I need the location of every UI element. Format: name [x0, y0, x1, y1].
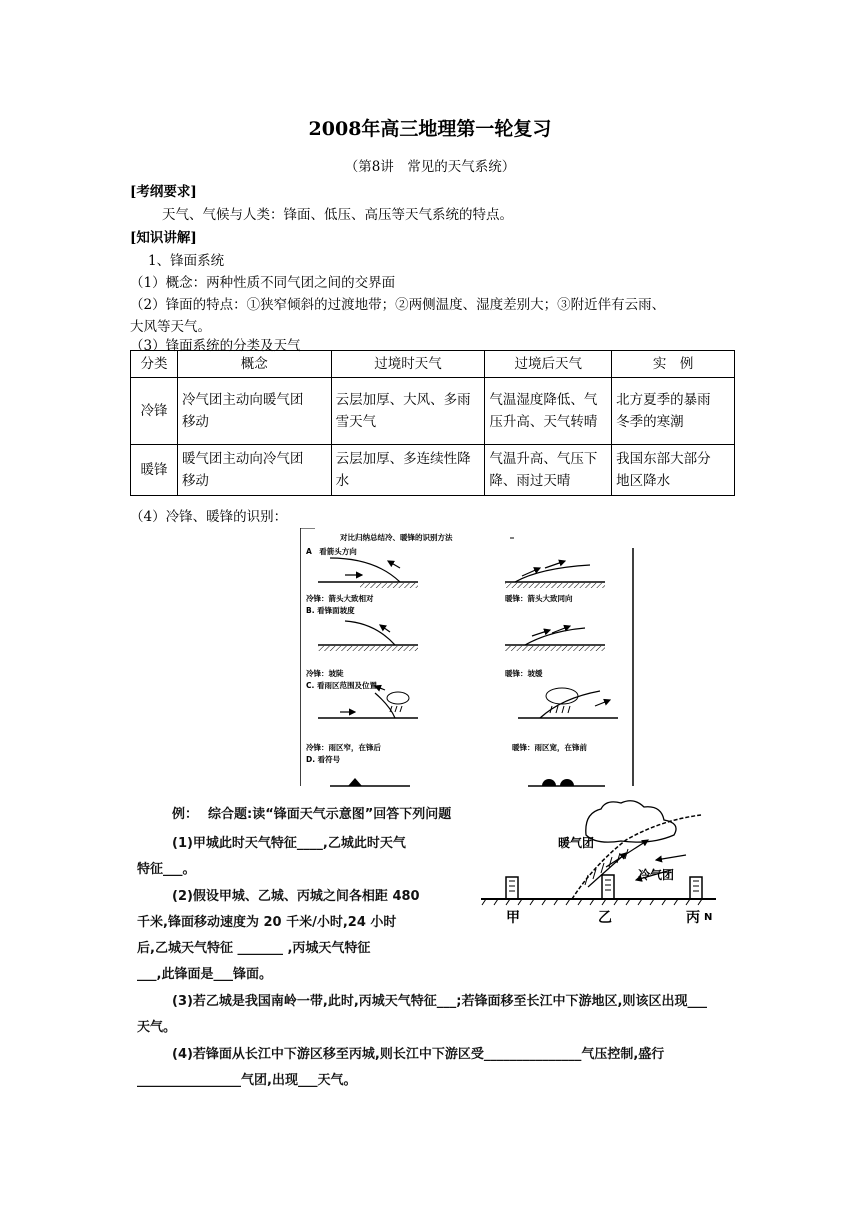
- table-cell: 我国东部大部分 地区降水: [612, 445, 735, 496]
- question-2-line-3: 后,乙城天气特征 _______ ,丙城天气特征: [137, 941, 371, 956]
- table-row: [131, 378, 735, 445]
- item-1: 1、锋面系统: [148, 253, 225, 269]
- figure1-cold-a: 冷锋：箭头大致相对: [306, 594, 374, 603]
- table-cell: 冷锋: [131, 378, 178, 445]
- north-label: N: [704, 912, 713, 923]
- frontal-weather-diagram: [476, 795, 736, 935]
- table-header: 分类: [131, 351, 178, 378]
- question-1-line-2: 特征___。: [137, 862, 196, 877]
- para-classification: （3）锋面系统的分类及天气: [130, 338, 301, 354]
- question-3-line-2: 天气。: [137, 1020, 177, 1035]
- question-4-line-1: (4)若锋面从长江中下游区移至丙城,则长江中下游区受_______________气压控制,盛行: [172, 1047, 665, 1062]
- question-1-line-1: (1)甲城此时天气特征____,乙城此时天气: [172, 836, 406, 851]
- front-identification-figure: [300, 528, 635, 798]
- city-bing-label: 丙: [686, 910, 700, 926]
- figure1-method-d: D. 看符号: [306, 755, 341, 764]
- figure1-cold-c: 冷锋：雨区窄，在锋后: [306, 743, 381, 752]
- example-intro: 综合题:读“锋面天气示意图”回答下列问题: [208, 807, 452, 822]
- table-header: 过境后天气: [485, 351, 612, 378]
- table-header: 概念: [177, 351, 331, 378]
- city-jia-label: 甲: [506, 910, 520, 926]
- table-cell: 气温升高、气压下 降、雨过天晴: [485, 445, 612, 496]
- table-cell: 气温湿度降低、气 压升高、天气转晴: [485, 378, 612, 445]
- example-label: 例：: [172, 807, 199, 822]
- page-title: 2008年高三地理第一轮复习: [308, 118, 552, 140]
- figure1-warm-b: 暖锋：坡缓: [505, 669, 543, 678]
- front-table: [130, 350, 735, 496]
- figure1-cold-b: 冷锋：坡陡: [306, 669, 344, 678]
- figure1-warm-a: 暖锋：箭头大致同向: [505, 594, 573, 603]
- question-4-line-2: ________________气团,出现___天气。: [137, 1073, 357, 1088]
- cold-air-mass-label: 冷气团: [638, 868, 675, 882]
- page-subtitle: （第8讲 常见的天气系统）: [344, 159, 516, 175]
- table-header: 实 例: [612, 351, 735, 378]
- figure1-method-a: A 看箭头方向: [306, 547, 357, 556]
- figure1-method-c: C. 看雨区范围及位置: [306, 681, 377, 690]
- question-3-line-1: (3)若乙城是我国南岭一带,此时,丙城天气特征___;若锋面移至长江中下游地区,则该区出现___: [172, 994, 707, 1009]
- table-cell: 北方夏季的暴雨 冬季的寒潮: [612, 378, 735, 445]
- city-yi-label: 乙: [598, 910, 612, 926]
- table-cell: 云层加厚、大风、多雨 雪天气: [331, 378, 485, 445]
- table-cell: 暖锋: [131, 445, 178, 496]
- para-identification: （4）冷锋、暖锋的识别：: [130, 509, 288, 525]
- warm-air-mass-label: 暖气团: [558, 836, 595, 850]
- para-features-cont: 大风等天气。: [130, 319, 211, 335]
- table-cell: 暖气团主动向冷气团 移动: [177, 445, 331, 496]
- figure1-warm-c: 暖锋：雨区宽，在锋前: [512, 743, 587, 752]
- table-row: [131, 445, 735, 496]
- requirements-text: 天气、气候与人类：锋面、低压、高压等天气系统的特点。: [162, 207, 513, 223]
- table-header: 过境时天气: [331, 351, 485, 378]
- table-header-row: [131, 351, 735, 378]
- question-2-line-4: ___,此锋面是___锋面。: [137, 967, 272, 982]
- table-cell: 冷气团主动向暖气团 移动: [177, 378, 331, 445]
- para-features: （2）锋面的特点：①狭窄倾斜的过渡地带；②两侧温度、湿度差别大；③附近伴有云雨、: [130, 297, 666, 313]
- figure1-method-b: B. 看锋面坡度: [306, 606, 355, 615]
- para-concept: （1）概念：两种性质不同气团之间的交界面: [130, 275, 396, 291]
- knowledge-heading: [知识讲解]: [130, 230, 197, 246]
- table-cell: 云层加厚、多连续性降 水: [331, 445, 485, 496]
- question-2-line-1: (2)假设甲城、乙城、丙城之间各相距 480: [172, 889, 420, 904]
- requirements-heading: [考纲要求]: [130, 184, 197, 200]
- figure1-heading: 对比归纳总结冷、暖锋的识别方法: [340, 533, 453, 542]
- question-2-line-2: 千米,锋面移动速度为 20 千米/小时,24 小时: [137, 915, 397, 930]
